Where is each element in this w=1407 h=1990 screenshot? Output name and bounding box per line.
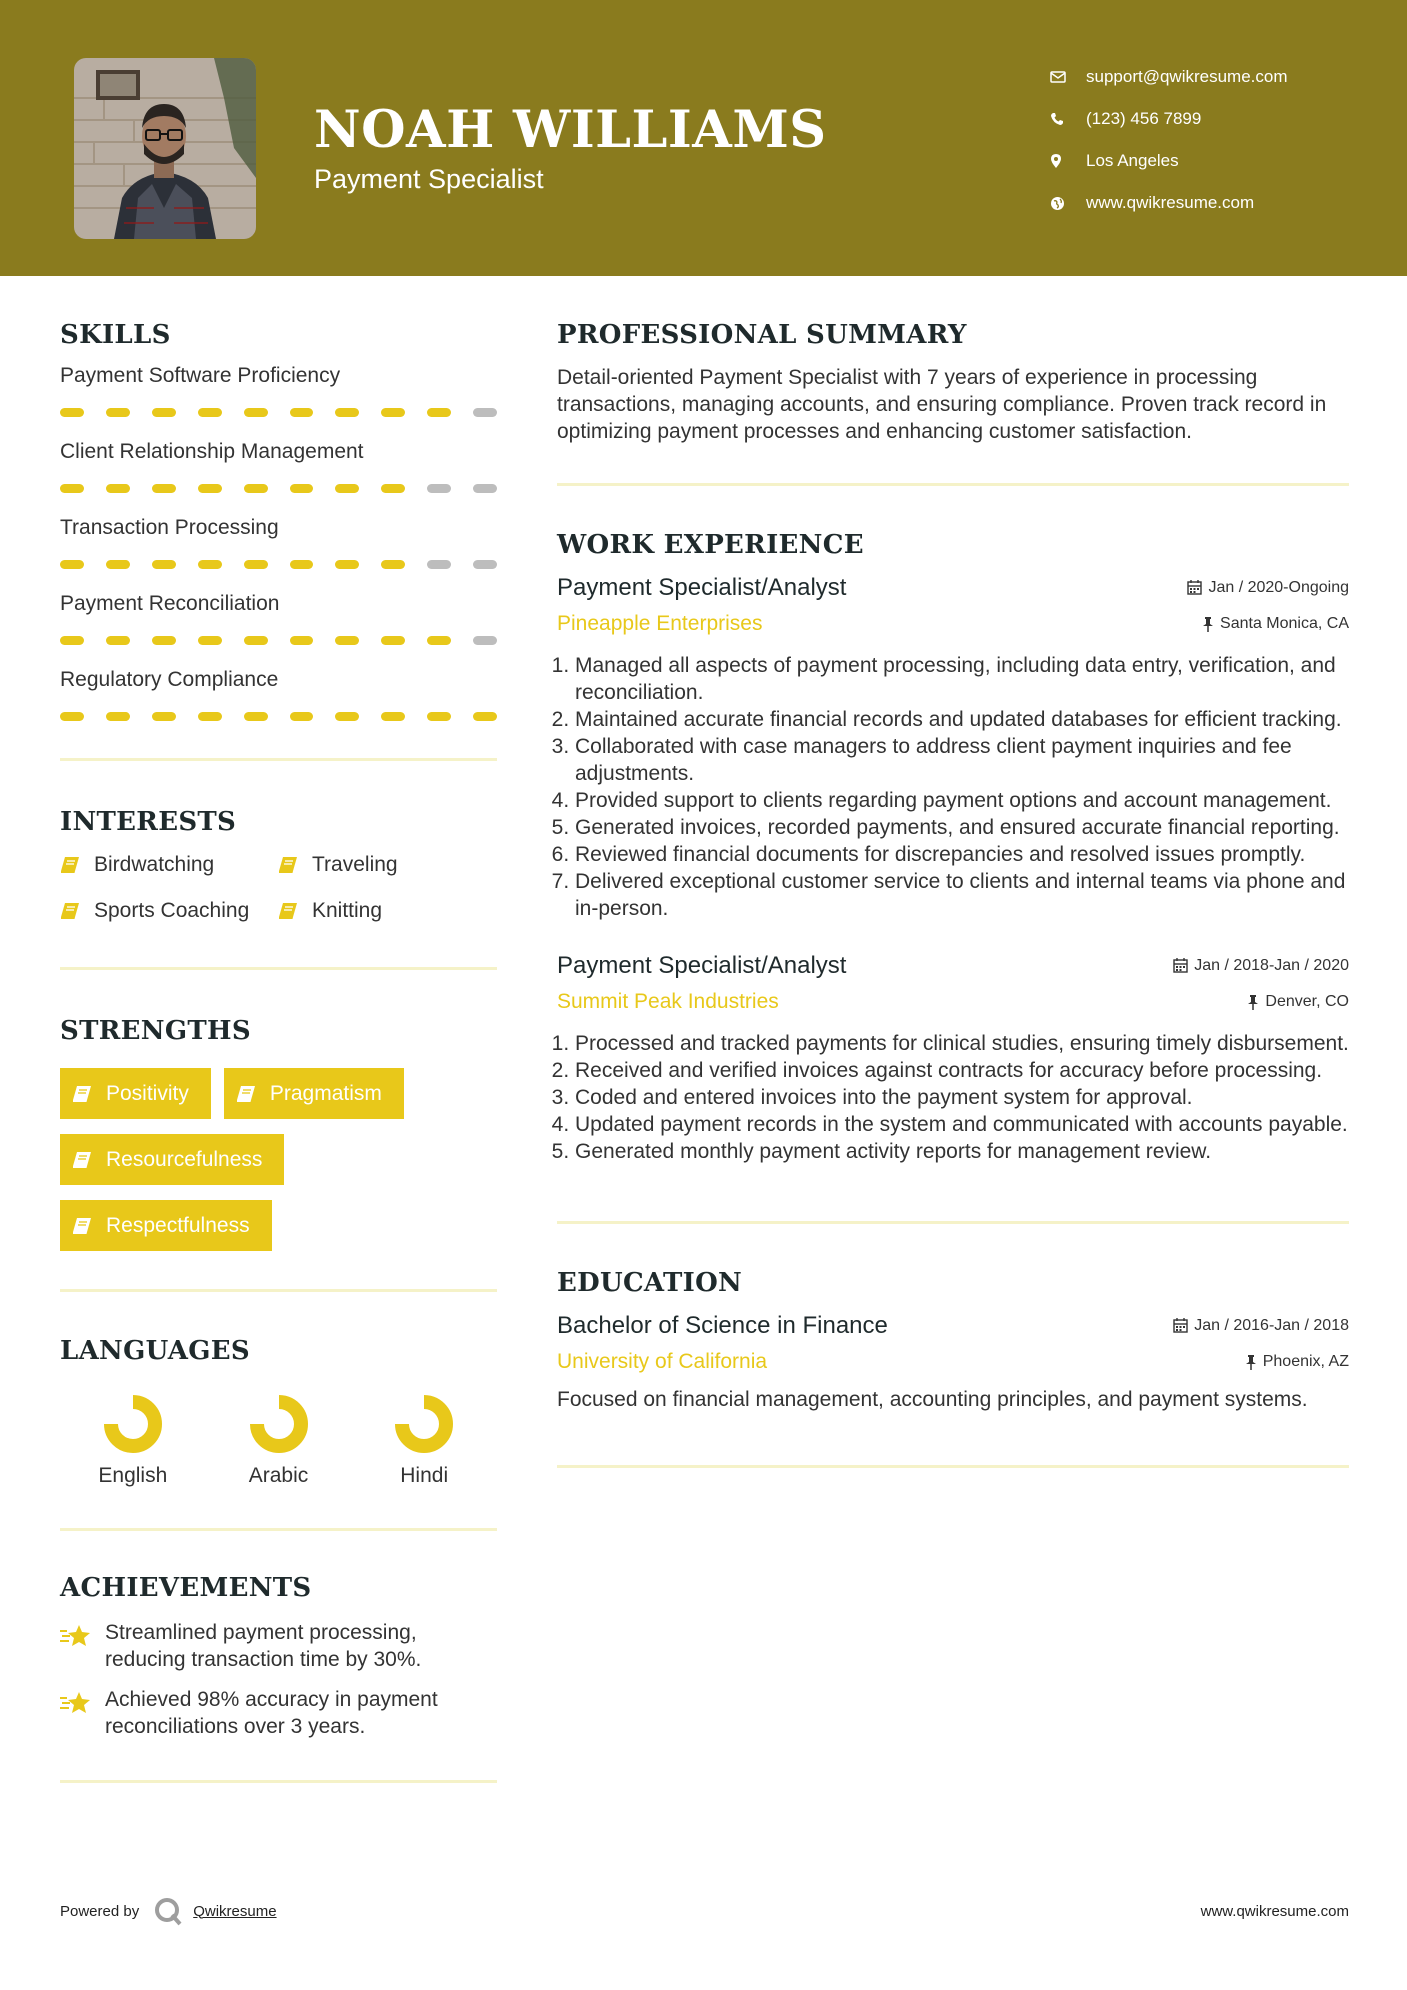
header-banner	[0, 0, 1407, 276]
skill-dot-filled	[198, 408, 222, 417]
language-item	[351, 1392, 497, 1488]
skill-dot-filled	[244, 636, 268, 645]
languages-list	[60, 1392, 497, 1488]
achievement-text: Achieved 98% accuracy in payment reconciliations over 3 years.	[105, 1688, 438, 1738]
skill-dot-filled	[290, 408, 314, 417]
strength-badge	[224, 1068, 404, 1119]
skill-dot-filled	[381, 636, 405, 645]
language-label: Arabic	[248, 1464, 309, 1487]
skill-dot-filled	[152, 712, 176, 721]
skill-dot-filled	[381, 408, 405, 417]
pushpin-icon	[1202, 617, 1214, 632]
skill-dot-filled	[60, 636, 84, 645]
strength-badge	[60, 1200, 272, 1251]
globe-icon	[1050, 196, 1086, 211]
section-divider	[60, 1289, 497, 1292]
skill-dot-filled	[60, 560, 84, 569]
skill-dot-empty	[427, 560, 451, 569]
skill-dot-filled	[106, 484, 130, 493]
section-divider	[557, 1221, 1349, 1224]
language-label: Hindi	[400, 1464, 449, 1487]
pushpin-icon	[1245, 1355, 1257, 1370]
skill-name: Regulatory Compliance	[60, 668, 279, 691]
job-entry	[557, 952, 1349, 1165]
languages-title: LANGUAGES	[60, 1336, 250, 1366]
left-column	[60, 320, 497, 1783]
job-entry	[557, 574, 1349, 922]
book-icon	[60, 902, 94, 920]
skill-dot-empty	[473, 636, 497, 645]
achievement-text: Streamlined payment processing, reducing transaction time by 30%.	[105, 1621, 422, 1671]
powered-by-label: Powered by	[60, 1902, 140, 1920]
qwikresume-link[interactable]: Qwikresume	[193, 1902, 277, 1920]
book-icon	[236, 1085, 270, 1103]
skill-level	[60, 556, 497, 592]
contact-website[interactable]	[1050, 182, 1380, 224]
skills-title: SKILLS	[60, 320, 171, 350]
interests-list	[60, 853, 497, 923]
job-dates	[1173, 957, 1349, 975]
skill-item	[60, 364, 497, 440]
job-dates-text: Jan / 2020-Ongoing	[1208, 578, 1349, 596]
right-column	[557, 320, 1349, 1468]
skill-dot-filled	[335, 484, 359, 493]
skill-dot-filled	[152, 560, 176, 569]
summary-text: Detail-oriented Payment Specialist with 7 years of experience in processing transactions, managing accounts, and ensuring compliance. Proven track record in optimizing payment processes and enhancing customer satisfaction.	[557, 366, 1327, 443]
skill-item	[60, 516, 497, 592]
duties-list	[557, 1030, 1349, 1165]
book-icon	[278, 902, 312, 920]
strength-label: Positivity	[106, 1081, 189, 1105]
calendar-icon	[1173, 958, 1188, 973]
skill-dot-filled	[381, 712, 405, 721]
job-title: Payment Specialist/Analyst	[557, 952, 847, 979]
strengths-list	[60, 1068, 497, 1251]
job-title: Payment Specialist/Analyst	[557, 574, 847, 601]
section-divider	[60, 1528, 497, 1531]
skill-dot-empty	[473, 560, 497, 569]
skill-dot-filled	[198, 712, 222, 721]
shooting-star-icon	[60, 1686, 105, 1740]
duty-item: 2. Received and verified invoices against contracts for accuracy before processing.	[575, 1057, 1349, 1084]
degree-title: Bachelor of Science in Finance	[557, 1312, 888, 1339]
envelope-icon	[1050, 71, 1086, 83]
skill-dot-filled	[106, 636, 130, 645]
skill-dot-filled	[198, 560, 222, 569]
skill-name: Client Relationship Management	[60, 440, 364, 463]
duties-list	[557, 652, 1349, 922]
skill-dot-filled	[152, 484, 176, 493]
book-icon	[72, 1217, 106, 1235]
contact-email[interactable]	[1050, 56, 1380, 98]
school-name: University of California	[557, 1350, 768, 1373]
skill-dot-filled	[335, 636, 359, 645]
skill-dot-filled	[427, 636, 451, 645]
interest-item	[60, 853, 278, 877]
duty-item: 4. Provided support to clients regarding payment options and account management.	[575, 787, 1349, 814]
skill-name: Payment Reconciliation	[60, 592, 280, 615]
education-text: Focused on financial management, accounting principles, and payment systems.	[557, 1388, 1308, 1411]
calendar-icon	[1187, 580, 1202, 595]
skill-item	[60, 592, 497, 668]
skill-dot-filled	[106, 408, 130, 417]
contact-list	[1050, 56, 1380, 224]
achievement-item	[60, 1686, 497, 1740]
skill-dot-filled	[106, 712, 130, 721]
skill-dot-filled	[335, 408, 359, 417]
job-dates	[1187, 579, 1349, 597]
skill-item	[60, 668, 497, 744]
skill-dot-filled	[244, 484, 268, 493]
language-level-ring	[392, 1392, 456, 1456]
skill-dot-filled	[290, 560, 314, 569]
skill-dot-filled	[381, 484, 405, 493]
shooting-star-icon	[60, 1619, 105, 1673]
pushpin-icon	[1247, 995, 1259, 1010]
skill-dot-filled	[106, 560, 130, 569]
job-location	[1247, 993, 1349, 1011]
summary-title: PROFESSIONAL SUMMARY	[557, 320, 967, 350]
book-icon	[72, 1085, 106, 1103]
skill-dot-filled	[290, 484, 314, 493]
skill-dot-filled	[244, 560, 268, 569]
interest-item	[278, 853, 478, 877]
skill-name: Transaction Processing	[60, 516, 279, 539]
skill-dot-empty	[473, 408, 497, 417]
company-name: Pineapple Enterprises	[557, 612, 763, 635]
skill-item	[60, 440, 497, 516]
footer-website[interactable]: www.qwikresume.com	[1200, 1902, 1349, 1920]
experience-title: WORK EXPERIENCE	[557, 530, 864, 560]
contact-website-text[interactable]: www.qwikresume.com	[1086, 193, 1255, 212]
skill-dot-filled	[60, 408, 84, 417]
book-icon	[278, 856, 312, 874]
section-divider	[60, 1780, 497, 1783]
education-title: EDUCATION	[557, 1268, 743, 1298]
skill-dot-filled	[244, 712, 268, 721]
skill-dot-filled	[290, 636, 314, 645]
powered-by	[60, 1896, 277, 1926]
skill-dot-filled	[427, 712, 451, 721]
candidate-role: Payment Specialist	[314, 164, 544, 194]
contact-phone-text[interactable]: (123) 456 7899	[1086, 109, 1202, 128]
skill-dot-filled	[60, 712, 84, 721]
duty-item: 5. Generated monthly payment activity reports for management review.	[575, 1138, 1349, 1165]
book-icon	[60, 856, 94, 874]
skill-dot-filled	[335, 560, 359, 569]
calendar-icon	[1173, 1318, 1188, 1333]
job-dates-text: Jan / 2018-Jan / 2020	[1194, 956, 1349, 974]
skill-dot-filled	[381, 560, 405, 569]
job-location-text: Santa Monica, CA	[1220, 615, 1349, 632]
strength-badge	[60, 1068, 211, 1119]
interest-item	[278, 899, 478, 923]
skills-list	[60, 364, 497, 744]
duty-item: 3. Coded and entered invoices into the payment system for approval.	[575, 1084, 1349, 1111]
qwikresume-logo-icon	[153, 1896, 183, 1926]
education-location-text: Phoenix, AZ	[1262, 1353, 1349, 1370]
duty-item: 5. Generated invoices, recorded payments, and ensured accurate financial reporting.	[575, 814, 1349, 841]
language-level-ring	[101, 1392, 165, 1456]
skill-dot-filled	[198, 484, 222, 493]
strength-label: Resourcefulness	[106, 1147, 263, 1171]
skill-dot-filled	[152, 408, 176, 417]
skill-level	[60, 404, 497, 440]
education-location	[1245, 1353, 1349, 1371]
achievements-title: ACHIEVEMENTS	[60, 1573, 312, 1603]
section-divider	[557, 1465, 1349, 1468]
duty-item: 6. Reviewed financial documents for discrepancies and resolved issues promptly.	[575, 841, 1349, 868]
strengths-title: STRENGTHS	[60, 1016, 251, 1046]
skill-dot-filled	[244, 408, 268, 417]
skill-dot-filled	[152, 636, 176, 645]
footer	[60, 1896, 1349, 1926]
skill-level	[60, 632, 497, 668]
duty-item: 1. Processed and tracked payments for clinical studies, ensuring timely disbursement.	[575, 1030, 1349, 1057]
skill-dot-filled	[427, 408, 451, 417]
education-dates	[1173, 1317, 1349, 1335]
section-divider	[60, 967, 497, 970]
duty-item: 4. Updated payment records in the system and communicated with accounts payable.	[575, 1111, 1349, 1138]
strength-label: Pragmatism	[269, 1081, 382, 1105]
phone-icon	[1050, 112, 1086, 126]
language-item	[206, 1392, 352, 1488]
contact-phone[interactable]	[1050, 98, 1380, 140]
language-item	[60, 1392, 206, 1488]
profile-photo	[74, 58, 256, 239]
interest-item	[60, 899, 278, 923]
skill-level	[60, 708, 497, 744]
skill-dot-filled	[60, 484, 84, 493]
skill-dot-filled	[473, 712, 497, 721]
interest-label: Traveling	[312, 853, 398, 876]
duty-item: 7. Delivered exceptional customer service to clients and internal teams via phone and in-person.	[575, 868, 1349, 922]
duty-item: 3. Collaborated with case managers to address client payment inquiries and fee adjustments.	[575, 733, 1349, 787]
strength-badge	[60, 1134, 284, 1185]
candidate-name: NOAH WILLIAMS	[314, 100, 827, 160]
duty-item: 2. Maintained accurate financial records and updated databases for efficient tracking.	[575, 706, 1349, 733]
language-level-ring	[247, 1392, 311, 1456]
contact-location	[1050, 140, 1380, 182]
achievement-item	[60, 1619, 497, 1673]
interest-label: Birdwatching	[94, 853, 215, 876]
interest-label: Sports Coaching	[94, 899, 250, 922]
interest-label: Knitting	[312, 899, 383, 922]
section-divider	[60, 758, 497, 761]
section-divider	[557, 483, 1349, 486]
skill-dot-empty	[427, 484, 451, 493]
duty-item: 1. Managed all aspects of payment processing, including data entry, verification, and reconciliation.	[575, 652, 1349, 706]
job-location	[1202, 615, 1349, 633]
skill-level	[60, 480, 497, 516]
education-entry	[557, 1312, 1349, 1413]
contact-location-text: Los Angeles	[1086, 151, 1179, 170]
skill-dot-filled	[290, 712, 314, 721]
language-label: English	[98, 1464, 168, 1487]
interests-title: INTERESTS	[60, 807, 237, 837]
strength-label: Respectfulness	[106, 1213, 250, 1237]
company-name: Summit Peak Industries	[557, 990, 779, 1013]
skill-dot-filled	[198, 636, 222, 645]
map-pin-icon	[1050, 153, 1086, 169]
education-dates-text: Jan / 2016-Jan / 2018	[1194, 1316, 1349, 1334]
job-location-text: Denver, CO	[1265, 993, 1349, 1010]
skill-name: Payment Software Proficiency	[60, 364, 341, 387]
contact-email-text[interactable]: support@qwikresume.com	[1086, 67, 1288, 86]
skill-dot-empty	[473, 484, 497, 493]
skill-dot-filled	[335, 712, 359, 721]
book-icon	[72, 1151, 106, 1169]
